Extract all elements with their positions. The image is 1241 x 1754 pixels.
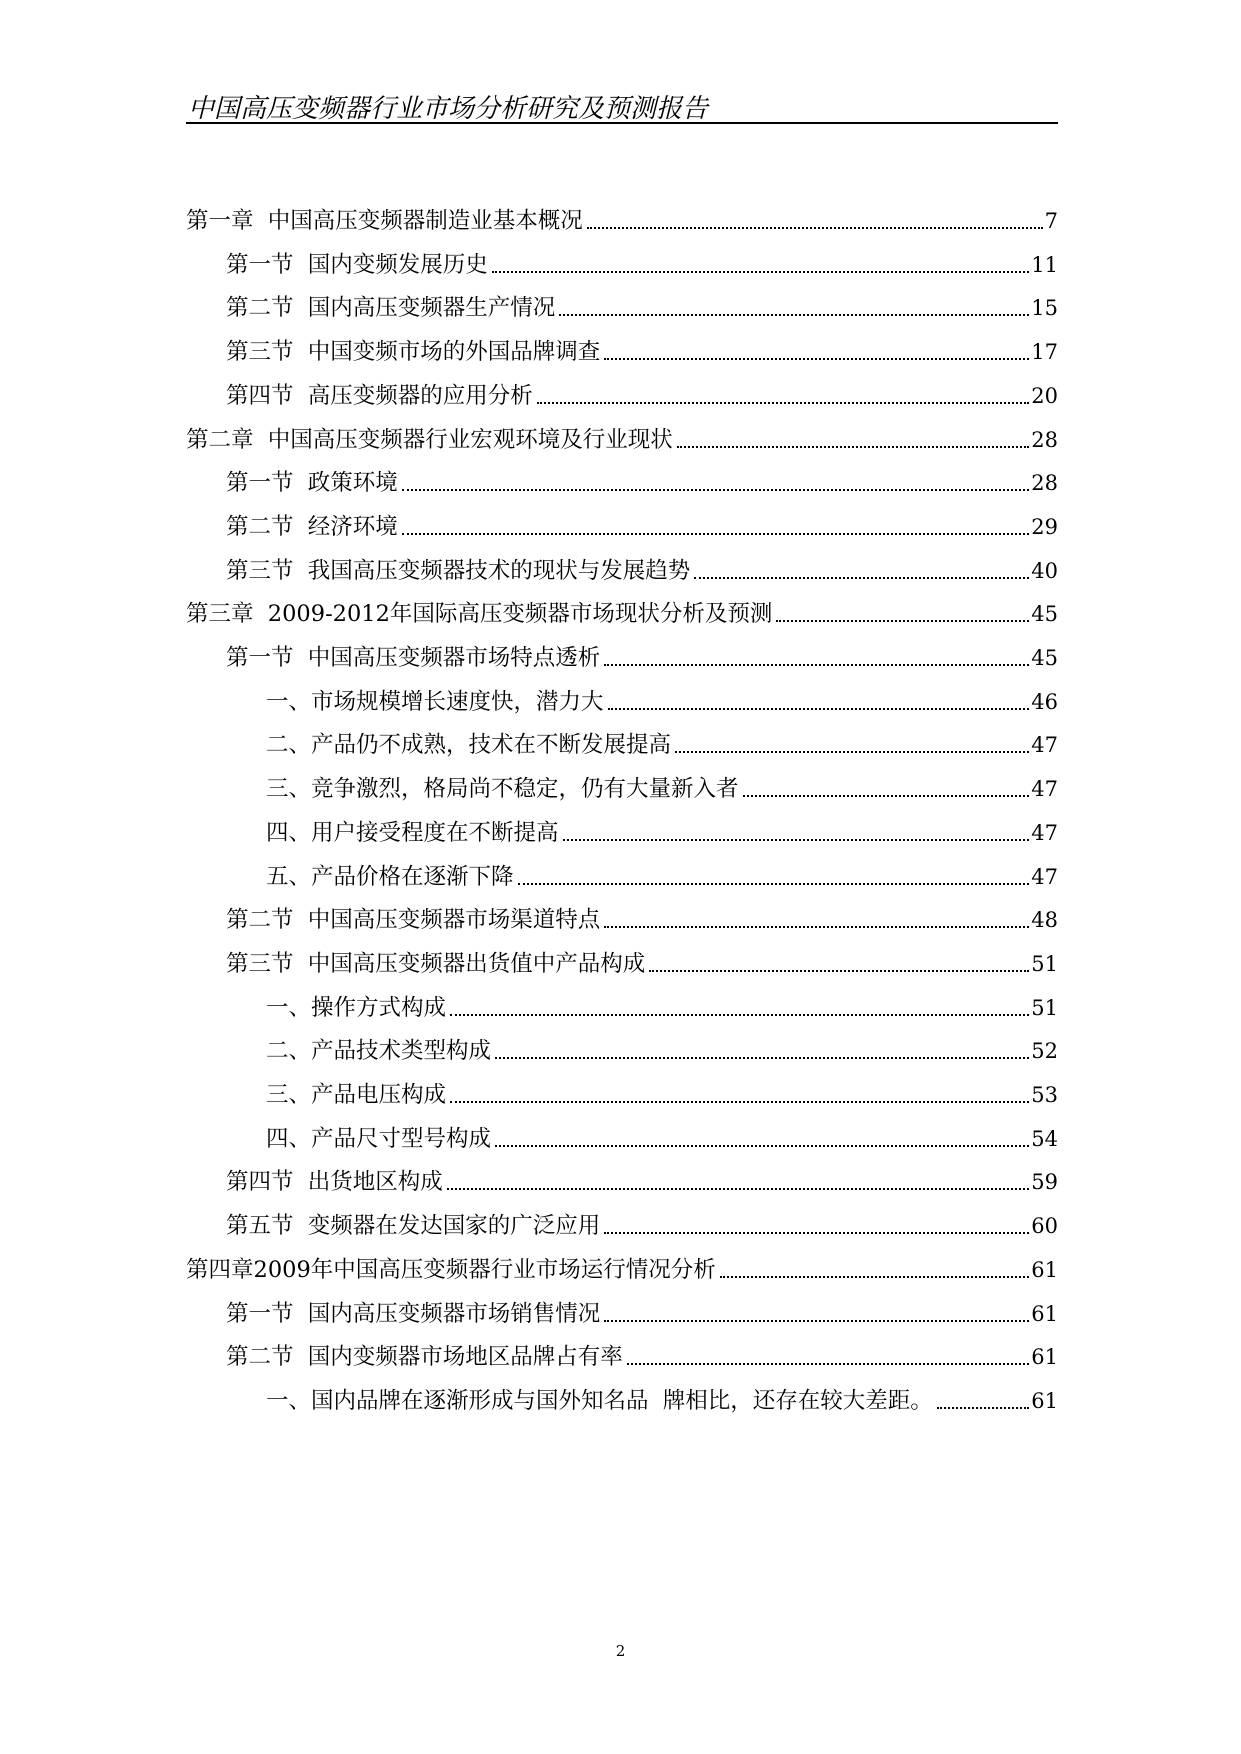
toc-entry-page: 61 bbox=[1031, 1388, 1058, 1413]
toc-dot-leader bbox=[677, 446, 1029, 448]
toc-entry-label: 第三节 中国变频市场的外国品牌调查 bbox=[226, 339, 601, 366]
toc-entry[interactable] bbox=[266, 1122, 1058, 1154]
toc-entry[interactable] bbox=[186, 597, 1058, 629]
toc-entry[interactable] bbox=[226, 554, 1058, 586]
toc-entry-page: 46 bbox=[1031, 689, 1058, 714]
toc-entry[interactable] bbox=[226, 1209, 1058, 1241]
toc-entry[interactable] bbox=[226, 466, 1058, 498]
toc-entry-page: 47 bbox=[1031, 777, 1058, 802]
toc-dot-leader bbox=[937, 1407, 1029, 1409]
toc-entry-page: 7 bbox=[1044, 209, 1058, 233]
toc-entry-page: 40 bbox=[1031, 558, 1058, 583]
toc-entry[interactable] bbox=[266, 772, 1058, 804]
toc-entry-page: 61 bbox=[1031, 1301, 1058, 1326]
toc-entry-page: 61 bbox=[1031, 1257, 1058, 1282]
toc-entry-label: 四、用户接受程度在不断提高 bbox=[266, 819, 559, 846]
toc-dot-leader bbox=[495, 1057, 1029, 1059]
toc-entry-page: 45 bbox=[1031, 602, 1058, 627]
toc-entry[interactable] bbox=[186, 1253, 1058, 1285]
toc-entry-page: 20 bbox=[1031, 383, 1058, 408]
toc-dot-leader bbox=[450, 1101, 1029, 1103]
header-title: 中国高压变频器行业市场分析研究及预测报告 bbox=[188, 94, 709, 124]
toc-dot-leader bbox=[627, 1363, 1029, 1365]
running-header bbox=[186, 82, 1058, 124]
toc-entry-label: 第三章 2009-2012年国际高压变频器市场现状分析及预测 bbox=[186, 601, 773, 628]
toc-entry-page: 29 bbox=[1031, 514, 1058, 539]
toc-entry[interactable] bbox=[226, 903, 1058, 935]
toc-entry[interactable] bbox=[226, 248, 1058, 280]
toc-entry[interactable] bbox=[226, 510, 1058, 542]
toc-entry[interactable] bbox=[226, 947, 1058, 979]
toc-dot-leader bbox=[694, 577, 1029, 579]
toc-entry[interactable] bbox=[266, 860, 1058, 892]
toc-dot-leader bbox=[492, 271, 1029, 273]
toc-entry-label: 第四节 出货地区构成 bbox=[226, 1169, 443, 1196]
toc-entry-page: 17 bbox=[1031, 340, 1058, 365]
toc-entry-label: 第三节 我国高压变频器技术的现状与发展趋势 bbox=[226, 557, 691, 584]
toc-dot-leader bbox=[447, 1188, 1029, 1190]
toc-dot-leader bbox=[604, 664, 1029, 666]
toc-entry[interactable] bbox=[266, 1384, 1058, 1416]
toc-entry[interactable] bbox=[226, 1165, 1058, 1197]
toc-entry-label: 第二节 国内变频器市场地区品牌占有率 bbox=[226, 1344, 623, 1371]
toc-dot-leader bbox=[604, 926, 1029, 928]
toc-entry-page: 53 bbox=[1031, 1083, 1058, 1107]
toc-entry-page: 47 bbox=[1031, 820, 1058, 845]
toc-dot-leader bbox=[402, 489, 1029, 491]
toc-dot-leader bbox=[608, 708, 1030, 710]
toc-entry[interactable] bbox=[226, 1340, 1058, 1372]
toc-entry-label: 第二节 中国高压变频器市场渠道特点 bbox=[226, 907, 601, 934]
toc-entry[interactable] bbox=[226, 1297, 1058, 1329]
toc-entry[interactable] bbox=[266, 1034, 1058, 1066]
toc-entry[interactable] bbox=[266, 685, 1058, 717]
toc-dot-leader bbox=[587, 227, 1043, 229]
page-number: 2 bbox=[615, 1642, 626, 1660]
toc-dot-leader bbox=[559, 314, 1029, 316]
toc-entry-page: 51 bbox=[1031, 951, 1058, 976]
toc-entry-page: 28 bbox=[1031, 471, 1058, 496]
toc-entry-page: 11 bbox=[1031, 252, 1058, 277]
toc-entry-label: 第五节 变频器在发达国家的广泛应用 bbox=[226, 1213, 601, 1240]
toc-dot-leader bbox=[495, 1145, 1029, 1147]
toc-entry[interactable] bbox=[186, 204, 1058, 236]
toc-entry-page: 28 bbox=[1031, 427, 1058, 452]
toc-entry-page: 60 bbox=[1031, 1214, 1058, 1239]
toc-dot-leader bbox=[675, 751, 1029, 753]
toc-entry[interactable] bbox=[266, 728, 1058, 760]
toc-entry-page: 54 bbox=[1031, 1126, 1058, 1151]
toc-entry[interactable] bbox=[266, 991, 1058, 1023]
toc-entry[interactable] bbox=[226, 335, 1058, 367]
toc-entry[interactable] bbox=[226, 641, 1058, 673]
toc-entry-label: 第二节 经济环境 bbox=[226, 513, 398, 540]
toc-entry[interactable] bbox=[266, 1078, 1058, 1110]
toc-entry-label: 第二章 中国高压变频器行业宏观环境及行业现状 bbox=[186, 426, 673, 453]
toc-dot-leader bbox=[743, 795, 1030, 797]
toc-entry-page: 48 bbox=[1031, 908, 1058, 933]
toc-entry-label: 一、市场规模增长速度快，潜力大 bbox=[266, 688, 604, 715]
toc-entry-label: 三、产品电压构成 bbox=[266, 1082, 447, 1108]
toc-entry-label: 第一节 国内变频发展历史 bbox=[226, 251, 488, 278]
toc-entry-label: 第一章 中国高压变频器制造业基本概况 bbox=[186, 208, 583, 234]
toc-dot-leader bbox=[450, 1014, 1029, 1016]
toc-entry-label: 二、产品技术类型构成 bbox=[266, 1038, 492, 1065]
toc-dot-leader bbox=[604, 1232, 1029, 1234]
toc-dot-leader bbox=[776, 620, 1029, 622]
toc-entry[interactable] bbox=[186, 423, 1058, 455]
toc-dot-leader bbox=[402, 533, 1029, 535]
toc-dot-leader bbox=[720, 1276, 1030, 1278]
toc-dot-leader bbox=[604, 358, 1029, 360]
toc-entry-label: 三、竞争激烈，格局尚不稳定，仍有大量新入者 bbox=[266, 776, 739, 803]
toc-entry-label: 第二节 国内高压变频器生产情况 bbox=[226, 295, 556, 322]
toc-entry-label: 第四章2009年中国高压变频器行业市场运行情况分析 bbox=[186, 1256, 716, 1283]
toc-entry-page: 45 bbox=[1031, 646, 1058, 670]
toc-dot-leader bbox=[604, 1320, 1029, 1322]
toc-entry[interactable] bbox=[226, 291, 1058, 323]
toc-entry-label: 一、操作方式构成 bbox=[266, 994, 447, 1021]
toc-entry-page: 47 bbox=[1031, 733, 1058, 758]
toc-dot-leader bbox=[537, 402, 1029, 404]
toc-entry-page: 15 bbox=[1031, 296, 1058, 321]
toc-entry-label: 五、产品价格在逐渐下降 bbox=[266, 863, 514, 890]
toc-dot-leader bbox=[518, 883, 1030, 885]
toc-dot-leader bbox=[649, 970, 1029, 972]
toc-entry-page: 47 bbox=[1031, 864, 1058, 889]
toc-entry-label: 一、国内品牌在逐渐形成与国外知名品 牌相比，还存在较大差距。 bbox=[266, 1387, 933, 1414]
toc-entry-label: 第一节 政策环境 bbox=[226, 470, 398, 497]
toc-entry-label: 第一节 中国高压变频器市场特点透析 bbox=[226, 645, 601, 671]
toc-entry[interactable] bbox=[226, 379, 1058, 411]
toc-entry-page: 51 bbox=[1031, 995, 1058, 1020]
toc-entry-label: 四、产品尺寸型号构成 bbox=[266, 1125, 492, 1152]
toc-entry[interactable] bbox=[266, 816, 1058, 848]
toc-entry-label: 第三节 中国高压变频器出货值中产品构成 bbox=[226, 950, 646, 977]
toc-entry-page: 52 bbox=[1031, 1039, 1058, 1064]
toc-entry-label: 第一节 国内高压变频器市场销售情况 bbox=[226, 1300, 601, 1327]
toc-dot-leader bbox=[563, 839, 1030, 841]
toc-entry-page: 59 bbox=[1031, 1170, 1058, 1195]
toc-entry-label: 二、产品仍不成熟，技术在不断发展提高 bbox=[266, 732, 672, 759]
toc-entry-page: 61 bbox=[1031, 1345, 1058, 1370]
toc-entry-label: 第四节 高压变频器的应用分析 bbox=[226, 382, 533, 409]
